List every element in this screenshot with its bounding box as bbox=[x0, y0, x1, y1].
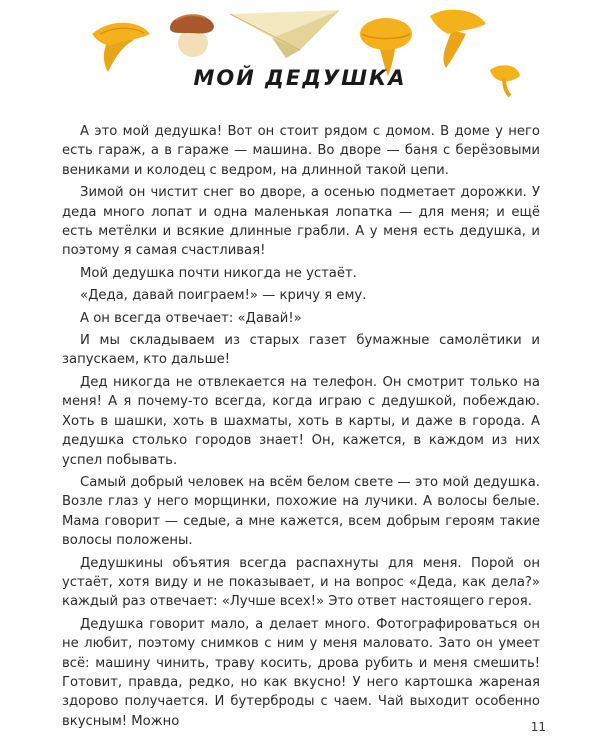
paragraph: Дедушка говорит мало, а делает много. Фотографироваться он не любит, поэтому снимков с ним у меня маловато. Зато он умеет всё: машину чинить, траву косить, дрова рубить и меня смешить! Готовит, правда, редко, но как вкусно! У него картошка жареная здорово получается. И бутерброды с чаем. Чай выходит особенно вкусным! Можно bbox=[62, 616, 540, 729]
paper-plane-icon bbox=[230, 10, 340, 58]
paragraph: Дедушкины объятия всегда распахнуты для меня. Порой он устаёт, хотя виду и не показывает, и на вопрос «Деда, как дела?» каждый раз отвечает: «Лучше всех!» Это ответ настоящего героя. bbox=[62, 555, 540, 610]
paragraph: А это мой дедушка! Вот он стоит рядом с домом. В доме у него есть гараж, а в гараже — машина. Во дворе — баня с берёзовыми вениками и колодец с ведром, на длинной такой цепи. bbox=[62, 124, 540, 178]
paragraph: Дед никогда не отвлекается на телефон. Он смотрит только на меня! А я почему-то всегда, когда играю с дедушкой, побеждаю. Хоть в шашки, хоть в шахматы, хоть в карты, и даже в города. А дедушка столько городов знает! Он, кажется, в каждом из них успел побывать. bbox=[62, 374, 540, 468]
page-number: 11 bbox=[530, 720, 546, 734]
paragraph: Самый добрый человек на всём белом свете — это мой дедушка. Возле глаз у него морщинки, похожие на лучики. А волосы белые. Мама говорит — седые, а мне кажется, всем добрым героям такие волосы положены. bbox=[62, 474, 540, 549]
paragraph: Мой дедушка почти никогда не устаёт. bbox=[80, 265, 357, 281]
paragraph: «Деда, давай поиграем!» — кричу я ему. bbox=[80, 288, 367, 304]
chanterelle-left-icon bbox=[92, 23, 150, 72]
chanterelle-right-icon bbox=[430, 10, 486, 68]
paragraph: А он всегда отвечает: «Давай!» bbox=[80, 310, 302, 326]
paragraph: Зимой он чистит снег во дворе, а осенью подметает дорожки. У деда много лопат и одна маленькая лопатка — для меня; и ещё есть метёлки и всякие длинные грабли. А у меня есть дедушка, и поэтому я самая счастливая! bbox=[62, 185, 540, 259]
porcini-mushroom-icon bbox=[170, 15, 214, 57]
story-text bbox=[62, 122, 540, 734]
paragraph: И мы складываем из старых газет бумажные самолётики и запускаем, кто дальше! bbox=[62, 333, 540, 368]
page-title: МОЙ ДЕДУШКА bbox=[193, 66, 407, 90]
